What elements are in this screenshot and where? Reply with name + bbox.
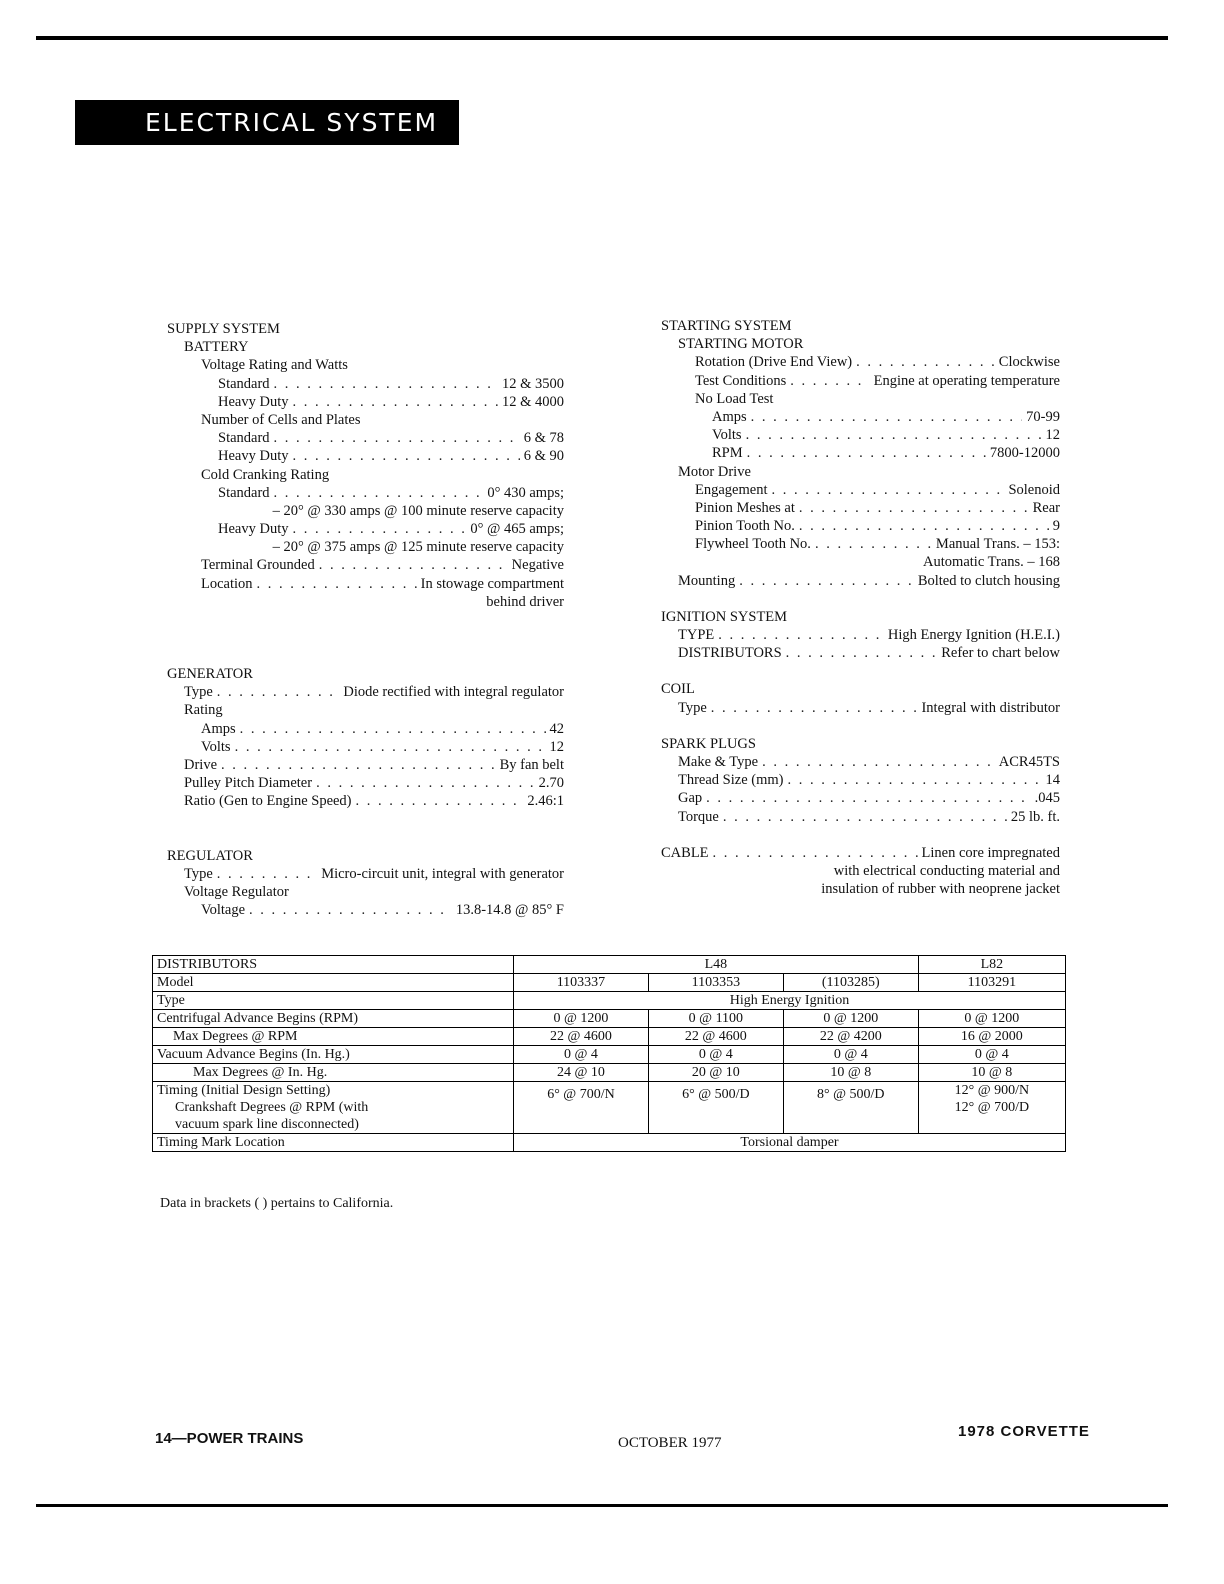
leader-dots bbox=[771, 481, 1004, 499]
table-cell: High Energy Ignition bbox=[514, 992, 1066, 1010]
footer-date: OCTOBER 1977 bbox=[618, 1435, 722, 1451]
spec-label: Torque bbox=[678, 808, 719, 825]
spec-value: 14 bbox=[1045, 772, 1060, 789]
table-cell: 16 @ 2000 bbox=[918, 1028, 1065, 1046]
spec-value: 6 & 78 bbox=[523, 430, 564, 447]
spec-label: Drive bbox=[184, 756, 218, 773]
leader-dots bbox=[221, 756, 496, 774]
table-cell: 1103353 bbox=[648, 974, 783, 992]
leader-dots bbox=[274, 375, 498, 393]
spec-value: 6 & 90 bbox=[523, 448, 564, 465]
spec-row bbox=[661, 408, 1060, 426]
distributors-table bbox=[152, 955, 1066, 1152]
table-label-cell: Model bbox=[153, 974, 514, 992]
table-cell: 0 @ 1200 bbox=[918, 1010, 1065, 1028]
spec-value: Solenoid bbox=[1008, 481, 1060, 498]
ignition-heading: IGNITION SYSTEM bbox=[661, 608, 788, 625]
spec-row bbox=[661, 372, 1060, 390]
spec-value: 12 bbox=[549, 738, 564, 755]
leader-dots bbox=[240, 720, 546, 738]
spec-row bbox=[661, 517, 1060, 535]
table-label-cell: Timing Mark Location bbox=[153, 1134, 514, 1152]
table-row bbox=[153, 1028, 1066, 1046]
table-row bbox=[153, 1010, 1066, 1028]
spec-label: Volts bbox=[201, 738, 231, 755]
spec-value: Diode rectified with integral regulator bbox=[343, 684, 564, 701]
table-header-cell: DISTRIBUTORS bbox=[153, 956, 514, 974]
leader-dots bbox=[235, 738, 546, 756]
table-row bbox=[153, 1082, 1066, 1134]
spec-label: DISTRIBUTORS bbox=[678, 645, 782, 662]
leader-dots bbox=[856, 353, 995, 371]
spec-label: Make & Type bbox=[678, 753, 759, 770]
spec-label: Heavy Duty bbox=[218, 521, 289, 538]
table-row bbox=[153, 956, 1066, 974]
spec-label: Terminal Grounded bbox=[201, 557, 315, 574]
spec-value: 42 bbox=[549, 720, 564, 737]
table-cell: Torsional damper bbox=[514, 1134, 1066, 1152]
spec-value: In stowage compartment bbox=[420, 575, 564, 592]
table-cell: 0 @ 4 bbox=[918, 1046, 1065, 1064]
leader-dots bbox=[249, 901, 452, 919]
spec-row bbox=[661, 444, 1060, 462]
spec-value: 12 & 3500 bbox=[501, 375, 564, 392]
spec-row bbox=[661, 535, 1060, 553]
leader-dots bbox=[292, 520, 466, 538]
table-row bbox=[153, 1064, 1066, 1082]
timing-label-line: vacuum spark line disconnected) bbox=[175, 1117, 359, 1132]
spec-label: Voltage bbox=[201, 902, 246, 919]
table-cell: 22 @ 4600 bbox=[514, 1028, 649, 1046]
spec-label: Engagement bbox=[695, 481, 768, 498]
right-column bbox=[661, 317, 1060, 898]
spec-label: Gap bbox=[678, 790, 703, 807]
spark-plugs-heading: SPARK PLUGS bbox=[661, 735, 756, 752]
spec-value: .045 bbox=[1034, 790, 1060, 807]
table-header-cell: L48 bbox=[514, 956, 919, 974]
voltage-regulator-heading: Voltage Regulator bbox=[184, 883, 289, 900]
leader-dots bbox=[739, 572, 914, 590]
leader-dots bbox=[356, 792, 524, 810]
spec-row bbox=[167, 865, 564, 883]
coil-heading: COIL bbox=[661, 681, 695, 698]
spec-value: Negative bbox=[511, 557, 564, 574]
table-row bbox=[153, 1134, 1066, 1152]
spec-row bbox=[167, 756, 564, 774]
leader-dots bbox=[292, 393, 498, 411]
timing-value-line: 12° @ 900/N bbox=[954, 1083, 1030, 1098]
spec-row bbox=[167, 484, 564, 502]
spec-label: Pinion Tooth No. bbox=[695, 518, 795, 535]
spec-value: ACR45TS bbox=[998, 753, 1060, 770]
spec-value: Rear bbox=[1032, 499, 1060, 516]
bottom-rule bbox=[36, 1504, 1168, 1507]
no-load-heading: No Load Test bbox=[695, 390, 774, 407]
table-cell: 0 @ 4 bbox=[514, 1046, 649, 1064]
spec-row bbox=[167, 556, 564, 574]
spec-label: Heavy Duty bbox=[218, 448, 289, 465]
spec-value: Clockwise bbox=[998, 354, 1060, 371]
table-label-cell: Max Degrees @ In. Hg. bbox=[153, 1064, 514, 1082]
spec-label: Type bbox=[184, 865, 213, 882]
footer-section-label: 14—POWER TRAINS bbox=[155, 1430, 304, 1447]
timing-value-line: 12° @ 700/D bbox=[954, 1100, 1030, 1115]
spec-value: 70-99 bbox=[1026, 408, 1060, 425]
spec-row bbox=[661, 644, 1060, 662]
table-cell bbox=[918, 1082, 1065, 1134]
table-label-cell: Vacuum Advance Begins (In. Hg.) bbox=[153, 1046, 514, 1064]
spec-label: Volts bbox=[712, 427, 742, 444]
spec-label: Location bbox=[201, 575, 253, 592]
leader-dots bbox=[790, 372, 869, 390]
spec-label: Test Conditions bbox=[695, 372, 787, 389]
table-cell: 0 @ 4 bbox=[783, 1046, 918, 1064]
leader-dots bbox=[786, 644, 938, 662]
spec-row bbox=[167, 429, 564, 447]
spec-continuation: insulation of rubber with neoprene jacket bbox=[821, 881, 1060, 898]
spec-row bbox=[661, 808, 1060, 826]
spec-row bbox=[661, 844, 1060, 862]
spec-value: Integral with distributor bbox=[921, 699, 1060, 716]
leader-dots bbox=[713, 844, 918, 862]
spec-value: Manual Trans. – 153: bbox=[935, 536, 1060, 553]
spec-row bbox=[661, 353, 1060, 371]
spec-value: 13.8-14.8 @ 85° F bbox=[455, 902, 564, 919]
spec-label: CABLE bbox=[661, 844, 709, 861]
footer-model: 1978 CORVETTE bbox=[958, 1423, 1090, 1440]
leader-dots bbox=[723, 808, 1007, 826]
leader-dots bbox=[751, 408, 1023, 426]
leader-dots bbox=[799, 499, 1029, 517]
spec-value: Refer to chart below bbox=[941, 645, 1060, 662]
spec-row bbox=[661, 753, 1060, 771]
leader-dots bbox=[746, 426, 1042, 444]
spec-label: Mounting bbox=[678, 572, 736, 589]
spec-value: Linen core impregnated bbox=[921, 844, 1060, 861]
table-cell: 1103291 bbox=[918, 974, 1065, 992]
spec-label: Type bbox=[184, 684, 213, 701]
spec-row bbox=[167, 901, 564, 919]
leader-dots bbox=[217, 683, 340, 701]
spec-label: Heavy Duty bbox=[218, 393, 289, 410]
spec-label: Type bbox=[678, 699, 707, 716]
spec-value: 12 & 4000 bbox=[501, 393, 564, 410]
spec-value: Engine at operating temperature bbox=[873, 372, 1060, 389]
spec-label: Amps bbox=[712, 408, 747, 425]
spec-row bbox=[167, 575, 564, 593]
spec-row bbox=[167, 520, 564, 538]
spec-label: Thread Size (mm) bbox=[678, 772, 784, 789]
spec-row bbox=[167, 738, 564, 756]
starting-motor-heading: STARTING MOTOR bbox=[678, 336, 804, 353]
spec-continuation: Automatic Trans. – 168 bbox=[923, 554, 1060, 571]
leader-dots bbox=[292, 447, 519, 465]
timing-label-line: Crankshaft Degrees @ RPM (with bbox=[175, 1100, 369, 1115]
spec-label: RPM bbox=[712, 445, 743, 462]
regulator-heading: REGULATOR bbox=[167, 847, 253, 864]
rating-heading: Rating bbox=[184, 702, 223, 719]
spec-label: Flywheel Tooth No. bbox=[695, 536, 811, 553]
spec-value: 9 bbox=[1052, 518, 1060, 535]
leader-dots bbox=[718, 626, 884, 644]
table-cell: 24 @ 10 bbox=[514, 1064, 649, 1082]
spec-row bbox=[167, 393, 564, 411]
spec-row bbox=[661, 789, 1060, 807]
table-cell: 22 @ 4600 bbox=[648, 1028, 783, 1046]
spec-label: Standard bbox=[218, 430, 270, 447]
table-row bbox=[153, 974, 1066, 992]
table-header-cell: L82 bbox=[918, 956, 1065, 974]
voltage-rating-heading: Voltage Rating and Watts bbox=[201, 357, 348, 374]
section-title: ELECTRICAL SYSTEM bbox=[75, 100, 459, 145]
spec-row bbox=[661, 426, 1060, 444]
spec-row bbox=[167, 720, 564, 738]
spec-value: High Energy Ignition (H.E.I.) bbox=[887, 627, 1060, 643]
leader-dots bbox=[706, 789, 1030, 807]
spec-row bbox=[167, 792, 564, 810]
spec-row bbox=[661, 771, 1060, 789]
table-row bbox=[153, 992, 1066, 1010]
spec-row bbox=[661, 626, 1060, 644]
table-label-cell bbox=[153, 1082, 514, 1134]
spec-label: Amps bbox=[201, 720, 236, 737]
leader-dots bbox=[799, 517, 1049, 535]
leader-dots bbox=[319, 556, 508, 574]
spec-label: Pinion Meshes at bbox=[695, 499, 795, 516]
table-cell: 6° @ 700/N bbox=[514, 1082, 649, 1134]
spec-label: Rotation (Drive End View) bbox=[695, 354, 853, 371]
spec-row bbox=[661, 572, 1060, 590]
top-rule bbox=[36, 36, 1168, 40]
spec-value: By fan belt bbox=[499, 756, 564, 773]
battery-heading: BATTERY bbox=[184, 339, 249, 356]
leader-dots bbox=[217, 865, 317, 883]
spec-row bbox=[167, 774, 564, 792]
spec-label: Ratio (Gen to Engine Speed) bbox=[184, 793, 352, 810]
leader-dots bbox=[747, 444, 986, 462]
spec-value: Micro-circuit unit, integral with generator bbox=[321, 865, 564, 882]
spec-row bbox=[661, 699, 1060, 717]
table-label-cell: Max Degrees @ RPM bbox=[153, 1028, 514, 1046]
table-label-cell: Centrifugal Advance Begins (RPM) bbox=[153, 1010, 514, 1028]
leader-dots bbox=[274, 429, 520, 447]
leader-dots bbox=[762, 753, 995, 771]
timing-label-line: Timing (Initial Design Setting) bbox=[157, 1083, 331, 1098]
generator-heading: GENERATOR bbox=[167, 666, 253, 682]
table-cell: 0 @ 1100 bbox=[648, 1010, 783, 1028]
cells-heading: Number of Cells and Plates bbox=[201, 411, 361, 428]
table-cell: (1103285) bbox=[783, 974, 918, 992]
spec-row bbox=[661, 499, 1060, 517]
table-row bbox=[153, 1046, 1066, 1064]
table-cell: 1103337 bbox=[514, 974, 649, 992]
spec-value: Bolted to clutch housing bbox=[917, 572, 1060, 589]
spec-row bbox=[167, 375, 564, 393]
table-cell: 10 @ 8 bbox=[918, 1064, 1065, 1082]
leader-dots bbox=[788, 771, 1042, 789]
spec-row bbox=[167, 683, 564, 701]
spec-continuation: – 20° @ 375 amps @ 125 minute reserve capacity bbox=[272, 539, 564, 556]
spec-label: Standard bbox=[218, 375, 270, 392]
spec-label: TYPE bbox=[678, 627, 715, 643]
leader-dots bbox=[316, 774, 535, 792]
spec-row bbox=[661, 481, 1060, 499]
motor-drive-heading: Motor Drive bbox=[678, 463, 751, 480]
spec-continuation: with electrical conducting material and bbox=[833, 862, 1060, 879]
table-cell: 6° @ 500/D bbox=[648, 1082, 783, 1134]
cold-cranking-heading: Cold Cranking Rating bbox=[201, 466, 330, 483]
table-cell: 8° @ 500/D bbox=[783, 1082, 918, 1134]
leader-dots bbox=[274, 484, 484, 502]
spec-row bbox=[167, 447, 564, 465]
left-column bbox=[167, 320, 564, 919]
spec-value: 2.46:1 bbox=[527, 793, 564, 810]
leader-dots bbox=[711, 699, 918, 717]
table-cell: 0 @ 1200 bbox=[783, 1010, 918, 1028]
table-cell: 0 @ 4 bbox=[648, 1046, 783, 1064]
spec-continuation: – 20° @ 330 amps @ 100 minute reserve capacity bbox=[272, 502, 564, 519]
spec-value: 0° 430 amps; bbox=[487, 484, 564, 501]
spec-label: Pulley Pitch Diameter bbox=[184, 775, 313, 792]
spec-value: 0° @ 465 amps; bbox=[470, 521, 564, 538]
supply-heading: SUPPLY SYSTEM bbox=[167, 321, 280, 337]
table-cell: 20 @ 10 bbox=[648, 1064, 783, 1082]
spec-value: 2.70 bbox=[538, 775, 564, 792]
leader-dots bbox=[815, 535, 932, 553]
spec-value: 12 bbox=[1045, 427, 1060, 444]
table-cell: 22 @ 4200 bbox=[783, 1028, 918, 1046]
spec-continuation: behind driver bbox=[486, 593, 564, 610]
table-cell: 10 @ 8 bbox=[783, 1064, 918, 1082]
table-label-cell: Type bbox=[153, 992, 514, 1010]
spec-value: 7800-12000 bbox=[989, 445, 1060, 462]
leader-dots bbox=[257, 575, 417, 593]
starting-heading: STARTING SYSTEM bbox=[661, 318, 792, 334]
table-cell: 0 @ 1200 bbox=[514, 1010, 649, 1028]
california-note: Data in brackets ( ) pertains to California. bbox=[160, 1196, 394, 1211]
spec-label: Standard bbox=[218, 484, 270, 501]
spec-value: 25 lb. ft. bbox=[1010, 808, 1060, 825]
